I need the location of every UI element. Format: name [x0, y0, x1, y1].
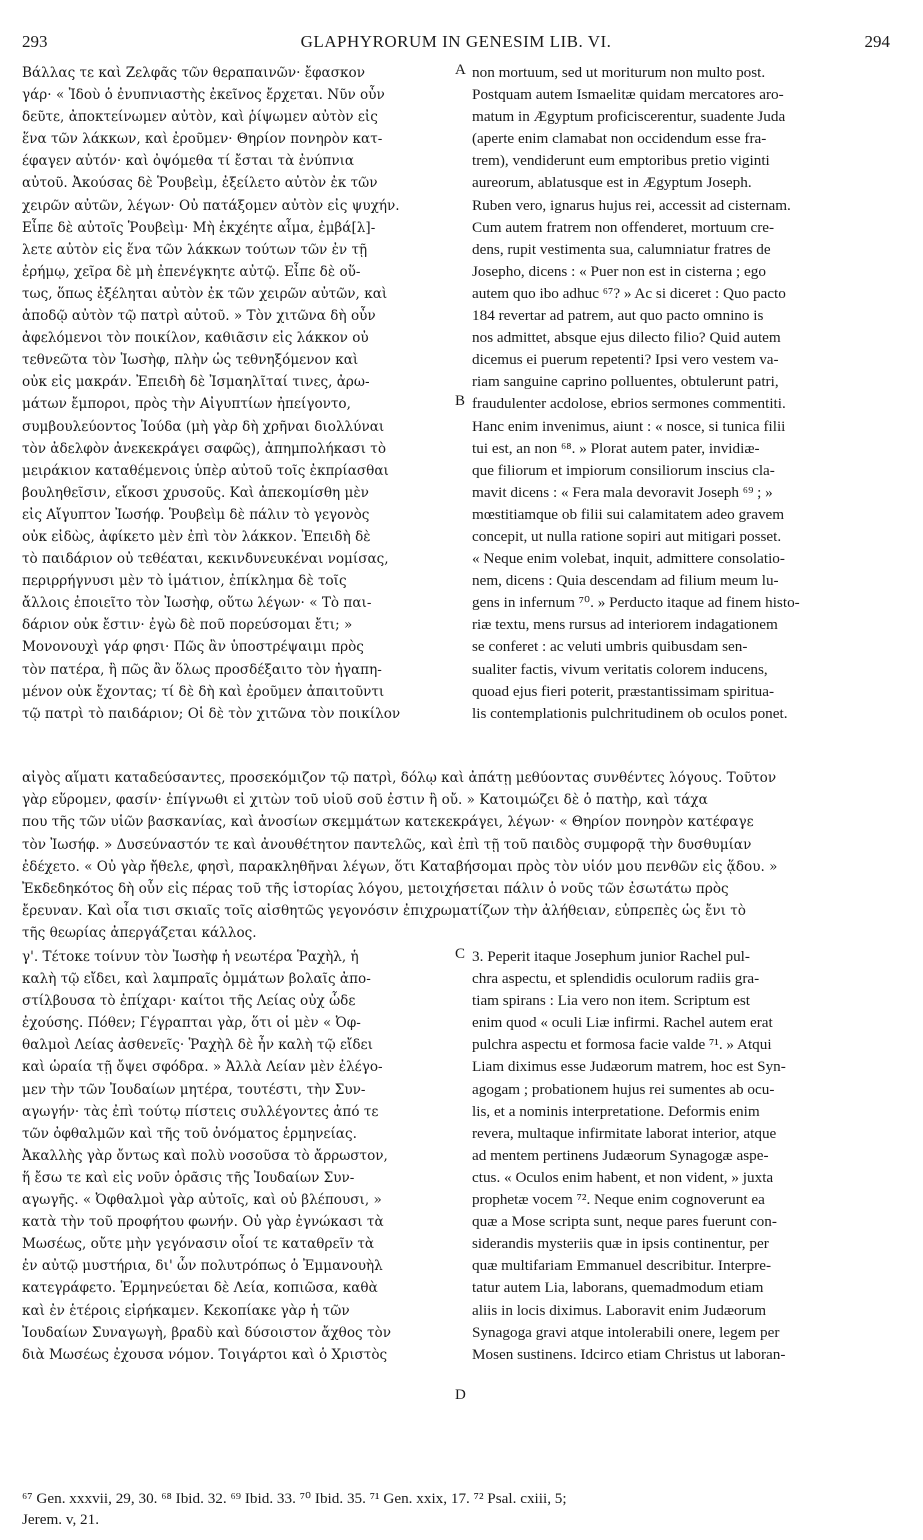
margin-marker-a: A [455, 62, 466, 78]
page-number-left: 293 [22, 32, 48, 51]
greek-text-1: Βάλλας τε καὶ Ζελφᾶς τῶν θεραπαινῶν· ἔφασκον γάρ· « Ἰδοὺ ὁ ἐνυπνιαστὴς ἐκεῖνος ἔρχεται. Νῦν οὖν δεῦτε, ἀποκτείνωμεν αὐτὸν, καὶ ῥίψωμεν αὐτὸν εἰς ἕνα τῶν λάκκων, καὶ ἐροῦμεν· Θηρίον πονηρὸν κατ- έφαγεν αὐτόν· καὶ ὀψόμεθα τί ἔσται τὰ ἐνύπνια αὐτοῦ. Ἀκούσας δὲ Ῥουβεὶμ, ἐξείλετο αὐτὸν ἐκ τῶν χειρῶν αὐτῶν, λέγων· Οὐ πατάξομεν αὐτὸν εἰς ψυχήν. Εἶπε δὲ αὐτοῖς Ῥουβεὶμ· Μὴ ἐκχέητε αἷμα, ἐμβά[λ]- λετε αὐτὸν εἰς ἕνα τῶν λάκκων τούτων τῶν ἐν τῇ ἐρήμῳ, χεῖρα δὲ μὴ ἐπενέγκητε αὐτῷ. Εἶπε δὲ οὕ- τως, ὅπως ἐξέληται αὐτὸν ἐκ τῶν χειρῶν αὐτῶν, καὶ ἀποδῷ αὐτὸν τῷ πατρὶ αὐτοῦ. » Τὸν χιτῶνα δὴ οὖν ἀφελόμενοι τὸν ποικίλον, καθιᾶσιν εἰς λάκκον οὐ τεθνεῶτα τὸν Ἰωσὴφ, πλὴν ὡς τεθνηξόμενον καὶ οὐκ εἰς μακράν. Ἐπειδὴ δὲ Ἰσμαηλῖταί τινες, ἀρω- μάτων ἔμποροι, πρὸς τὴν Αἰγυπτίων ἠπείγοντο, συμβουλεύοντος Ἰούδα (μὴ γὰρ δὴ χρῆναι διολλύναι τὸν ἀδελφὸν ἀνεκεκράγει σαφῶς), ἀπημπολήκασι τὸ μειράκιον καταθέμενοις ὑπὲρ αὐτοῦ τοῖς ἐκπρίασθαι βουληθεῖσιν, εἴκοσι χρυσοῦς. Καὶ ἀπεκομίσθη μὲν εἰς Αἴγυπτον Ἰωσήφ. Ῥουβεὶμ δὲ πάλιν τὸ γεγονὸς οὐκ εἰδὼς, ἀφίκετο μὲν ἐπὶ τὸν λάκκον. Ἐπειδὴ δὲ τὸ παιδάριον οὐ τεθέαται, κεκινδυνευκέναι νομίσας, περιρρήγνυσι μὲν τὸ ἱμάτιον, ἐπίκλημα δὲ τοῖς ἄλλοις ἐποιεῖτο τὸν Ἰωσὴφ, οὕτω λέγων· « Τὸ παι- δάριον οὐκ ἔστιν· ἐγὼ δὲ ποῦ πορεύσομαι ἔτι; » Μονονουχὶ γάρ φησι· Πῶς ἂν ὑποστρέψαιμι πρὸς τὸν πατέρα, ἢ πῶς ἂν ὅλως προσδέξαιτο τὸν ἠγαπη- μένον οὐκ ἔχοντας; τί δὲ δὴ καὶ ἐροῦμεν ἀπαιτοῦντι τῷ πατρὶ τὸ παιδάριον; Οἱ δὲ τὸν χιτῶνα τὸν ποικίλον [22, 65, 401, 722]
running-title: GLAPHYRORUM IN GENESIM LIB. VI. [300, 32, 612, 51]
latin-text-2: 3. Peperit itaque Josephum junior Rachel pul- chra aspectu, et splendidis oculorum radiis gra- tiam spirans : Lia vero non item. Scriptum est enim quod « oculi Liæ infirmi. Rachel autem erat pulchra aspectu et formosa facie valde ⁷¹. » Atqui Liam diximus esse Judæorum matrem, hoc est Syn- agogam ; probationem hujus rei sumentes ab ocu- lis, et a nominis interpretatione. Deformis enim revera, multaque infirmitate laborat interior, atque ad mentem pertinens Judæorum Synagogæ aspe- ctus. « Oculos enim habent, et non vident, » juxta prophetæ vocem ⁷². Neque enim cognoverunt ea quæ a Mose scripta sunt, neque pares fuerunt con- siderandis mysteriis quæ in ipsis continentur, per quæ multifariam Emmanuel describitur. Interpre- tatur autem Lia, laborans, quemadmodum etiam aliis in locis diximus. Laboravit enim Judæorum Synagoga gravi atque intolerabili onere, legem per Mosen sustinens. Idcirco etiam Christus ut laboran- [472, 948, 786, 1363]
full-width-paragraph [22, 767, 892, 945]
greek-column-1 [22, 62, 452, 725]
footnote-line-2: Jerem. v, 21. [22, 1511, 100, 1528]
greek-text-2: γ'. Τέτοκε τοίνυν τὸν Ἰωσὴφ ἡ νεωτέρα Ῥαχὴλ, ἡ καλὴ τῷ εἴδει, καὶ λαμπραῖς ὀμμάτων βολαῖς ἀπο- στίλβουσα τὸ ἐπίχαρι· καίτοι τῆς Λείας οὐχ ὧδε ἐχούσης. Πόθεν; Γέγραπται γὰρ, ὅτι οἱ μὲν « Ὀφ- θαλμοὶ Λείας ἀσθενεῖς· Ῥαχὴλ δὲ ἦν καλὴ τῷ εἴδει καὶ ὡραία τῇ ὄψει σφόδρα. » Ἀλλὰ Λείαν μὲν ἐλέγο- μεν τὴν τῶν Ἰουδαίων μητέρα, τουτέστι, τὴν Συν- αγωγήν· τὰς ἐπὶ τούτῳ πίστεις συλλέγοντες ἀπό τε τῶν ὀφθαλμῶν καὶ τῆς τοῦ ὀνόματος ἑρμηνείας. Ἀκαλλὴς γὰρ ὄντως καὶ πολὺ νοσοῦσα τὸ ἄρρωστον, ἥ ἔσω τε καὶ εἰς νοῦν ὁρᾶσις τῆς Ἰουδαίων Συν- αγωγῆς. « Ὀφθαλμοὶ γὰρ αὐτοῖς, καὶ οὐ βλέπουσι, » κατὰ τὴν τοῦ προφήτου φωνήν. Οὐ γὰρ ἐγνώκασι τὰ Μωσέως, οὔτε μὴν γεγόνασιν οἷοί τε καταθρεῖν τὰ ἐν αὐτῷ μυστήρια, δι' ὧν πολυτρόπως ὁ Ἐμμανουὴλ κατεγράφετο. Ἑρμηνεύεται δὲ Λεία, κοπιῶσα, καθὰ καὶ ἐν ἑτέροις εἰρήκαμεν. Κεκοπίακε γὰρ ἡ τῶν Ἰουδαίων Συναγωγὴ, βραδὺ καὶ δύσοιστον ἄχθος τὸν διὰ Μωσέως ἐχουσα νόμον. Τοιγάρτοι καὶ ὁ Χριστὸς [22, 949, 391, 1363]
margin-marker-c: C [455, 946, 466, 962]
greek-column-2 [22, 946, 452, 1366]
page-number-right: 294 [864, 32, 890, 51]
latin-column-1 [472, 62, 892, 725]
page-header [22, 32, 890, 56]
footnote-line-1: ⁶⁷ Gen. xxxvii, 29, 30. ⁶⁸ Ibid. 32. ⁶⁹ Ibid. 33. ⁷⁰ Ibid. 35. ⁷¹ Gen. xxix, 17. ⁷² Psal. cxiii, 5; [22, 1490, 567, 1507]
margin-marker-d: D [455, 1387, 466, 1403]
greek-text-full-width: αἰγὸς αἵματι καταδεύσαντες, προσεκόμιζον τῷ πατρὶ, δόλῳ καὶ ἀπάτῃ μεθύοντας συνθέντες λόγους. Τοῦτον γὰρ εὕρομεν, φασίν· ἐπίγνωθι εἰ χιτὼν τοῦ υἱοῦ σοῦ ἐστιν ἢ οὔ. » Κατοιμώζει δὲ ὁ πατὴρ, καὶ τάχα που τῆς τῶν υἱῶν βασκανίας, καὶ ἀνοσίων σκεμμάτων κατεκεκράγει, λέγων· « Θηρίον πονηρὸν κατέφαγε τὸν Ἰωσήφ. » Δυσεύναστόν τε καὶ ἀνουθέτητον παντελῶς, καὶ ἐπὶ τῇ τοῦ παιδὸς συμφορᾷ τὴν δυσθυμίαν ἐδέχετο. « Οὐ γὰρ ἤθελε, φησὶ, παρακληθῆναι λέγων, ὅτι Καταβήσομαι πρὸς τὸν υἱόν μου πενθῶν εἰς ᾅδου. » Ἐκδεδηκότος δὴ οὖν εἰς πέρας τοῦ τῆς ἱστορίας λόγου, μετοιχήσεται πάλιν ὁ νοῦς τῶν ἐσωτάτω πρὸς ἔρευναν. Καὶ οἷα τισι σκιαῖς τοῖς αἰσθητῶς γεγονόσιν ἐπιχρωματίζων τὴν ἀλήθειαν, εὐπρεπὲς ὡς ἔνι τὸ τῆς θεωρίας ἀπεργάζεται κάλλος. [22, 770, 778, 942]
footnotes [22, 1488, 892, 1530]
latin-column-2 [472, 946, 892, 1366]
margin-marker-b: B [455, 393, 466, 409]
latin-text-1: non mortuum, sed ut moriturum non multo post. Postquam autem Ismaelitæ quidam mercatores aro- matum in Ægyptum proficiscerentur, suadente Juda (aperte enim clamabat non occidendum esse fra- trem), vendiderunt eum emptoribus pretio viginti aureorum, ablatusque est in Ægyptum Joseph. Ruben vero, ignarus hujus rei, accessit ad cisternam. Cum autem fratrem non offenderet, mortuum cre- dens, rupit vestimenta sua, calumniatur fratres de Josepho, dicens : « Puer non est in cisterna ; ego autem quo ibo adhuc ⁶⁷? » Ac si diceret : Quo pacto 184 revertar ad patrem, aut quo pacto omnino is nos admittet, absque ejus dilecto filio? Quid autem dicemus ei puerum repetenti? Ipsi vero vestem va- riam sanguine caprino polluentes, obtulerunt patri, fraudulenter acdolose, ebrios sermones commentiti. Hanc enim invenimus, aiunt : « nosce, si tunica filii tui est, an non ⁶⁸. » Plorat autem pater, invidiæ- que filiorum et impiorum consiliorum inscius cla- mavit dicens : « Fera mala devoravit Joseph ⁶⁹ ; » mœstitiamque ob filii sui calamitatem adeo gravem concepit, ut nulla ratione sopiri aut mitigari posset. « Neque enim volebat, inquit, admittere consolatio- nem, dicens : Quia descendam ad filium meum lu- gens in infernum ⁷⁰. » Perducto itaque ad finem histo- riæ textu, mens rursus ad interiorem indagationem se conferet : ac veluti umbris quibusdam sen- sualiter factis, vivum veritatis colorem inducens, quoad ejus fieri poterit, præstantissimam spiritua- lis contemplationis pulchritudinem ob oculos ponet. [472, 64, 800, 722]
